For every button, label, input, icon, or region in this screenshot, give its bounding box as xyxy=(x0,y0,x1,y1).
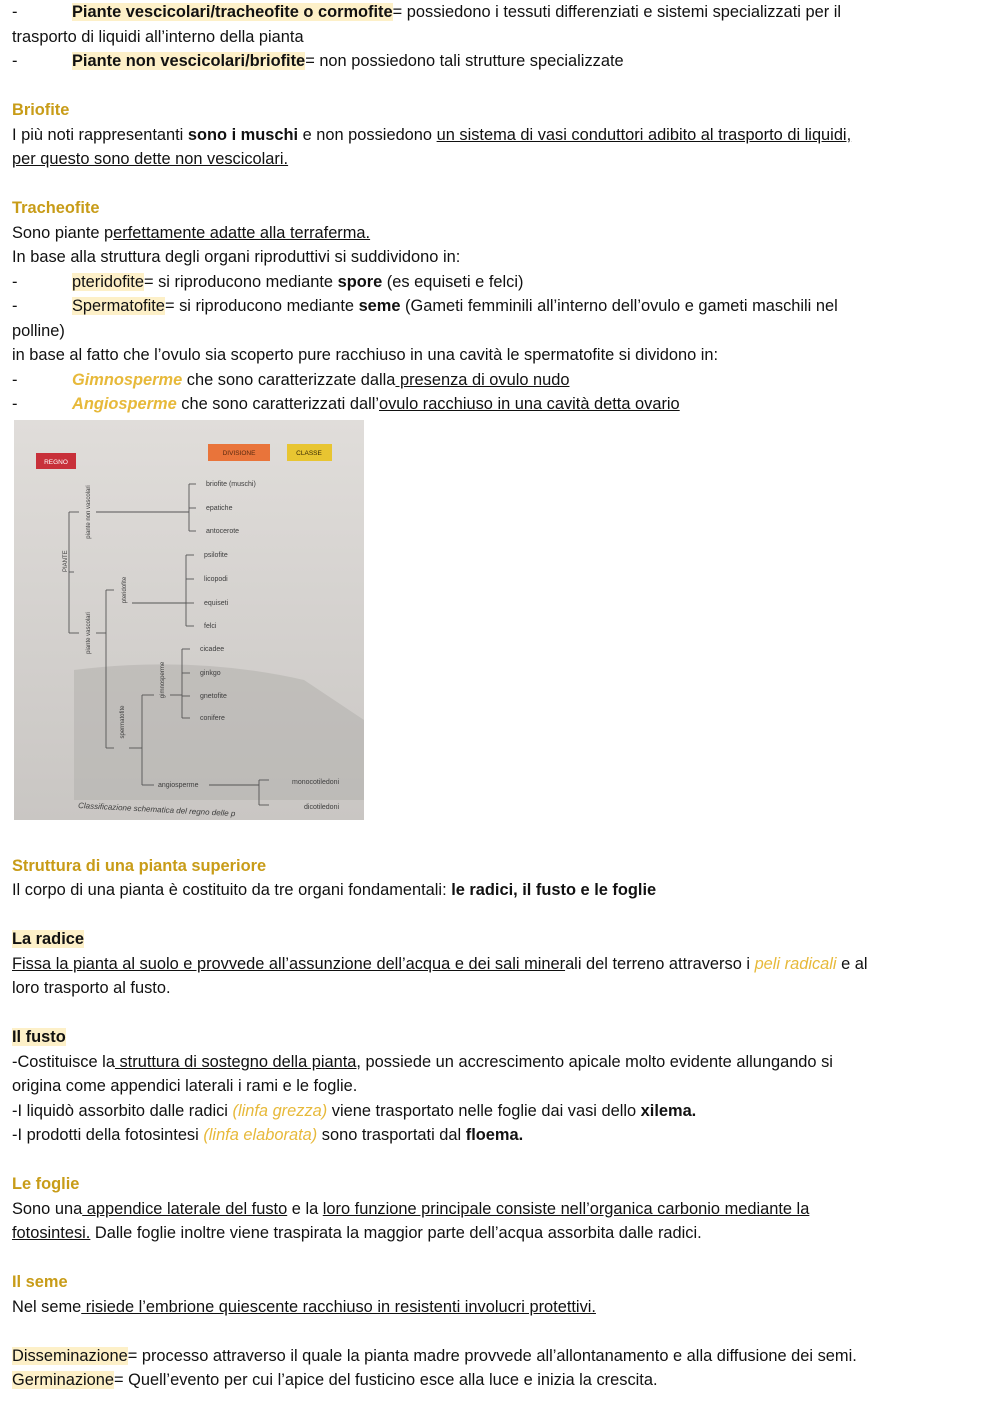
svg-text:CLASSE: CLASSE xyxy=(296,449,322,457)
briofite-paragraph: I più noti rappresentanti sono i muschi e non possiedono un sistema di vasi conduttori adibito al trasporto di liquidi, xyxy=(12,125,852,144)
svg-text:dicotiledoni: dicotiledoni xyxy=(304,803,340,811)
fusto-line-1: -Costituisce la struttura di sostegno della pianta, possiede un accrescimento apicale molto evidente allungando si xyxy=(12,1052,833,1071)
svg-text:monocotiledoni: monocotiledoni xyxy=(292,778,340,786)
svg-text:piante non vascolari: piante non vascolari xyxy=(86,484,92,539)
list-item-pteridofite: - pteridofite= si riproducono mediante spore (es equiseti e felci) xyxy=(12,272,524,291)
briofite-paragraph-cont: per questo sono dette non vescicolari. xyxy=(12,150,289,168)
leaf-label: epatiche xyxy=(206,504,233,512)
term-germinazione: Germinazione xyxy=(12,1371,115,1389)
figure-caption: Classificazione schematica del regno delle p xyxy=(77,800,236,818)
tracheofite-line-1: Sono piante perfettamente adatte alla terraferma. xyxy=(12,223,371,242)
term-non-vascolari: Piante non vescicolari/briofite xyxy=(72,52,306,70)
leaf-label: psilofite xyxy=(204,551,228,559)
list-item-vascolari: - Piante vescicolari/tracheofite o cormofite= possiedono i tessuti differenziati e sistemi specializzati per il xyxy=(12,3,842,21)
leaf-label: gnetofite xyxy=(200,692,227,700)
svg-text:DIVISIONE: DIVISIONE xyxy=(222,449,256,457)
term-vascolari: Piante vescicolari/tracheofite o cormofite xyxy=(72,3,393,21)
fusto-line-2: origina come appendici laterali i rami e le foglie. xyxy=(12,1077,358,1095)
heading-tracheofite: Tracheofite xyxy=(12,199,100,217)
leaf-label: cicadee xyxy=(200,645,225,653)
leaf-label: licopodi xyxy=(204,575,228,583)
leaf-label: antocerote xyxy=(206,527,240,535)
fusto-line-3: -I liquidò assorbito dalle radici (linfa grezza) viene trasportato nelle foglie dai vasi dello xilema. xyxy=(12,1101,697,1120)
leaf-label: briofite (muschi) xyxy=(206,480,256,488)
list-item-non-vascolari: - Piante non vescicolari/briofite= non possiedono tali strutture specializzate xyxy=(12,52,624,70)
svg-text:piante vascolari: piante vascolari xyxy=(86,611,92,654)
svg-text:angiosperme: angiosperme xyxy=(158,781,199,789)
term-gimnosperme: Gimnosperme xyxy=(72,370,183,389)
list-item-spermatofite: - Spermatofite= si riproducono mediante seme (Gameti femminili all’interno dell’ovulo e gameti maschili nel xyxy=(12,297,838,315)
heading-briofite: Briofite xyxy=(12,101,70,119)
svg-text:PIANTE: PIANTE xyxy=(63,549,69,572)
svg-text:spermatofite: spermatofite xyxy=(120,704,126,739)
svg-text:gimnosperme: gimnosperme xyxy=(160,661,166,698)
def-germinazione: Germinazione= Quell’evento per cui l’apice del fusticino esce alla luce e inizia la crescita. xyxy=(12,1371,658,1389)
svg-text:pteridofite: pteridofite xyxy=(122,576,128,603)
radice-line-2: loro trasporto al fusto. xyxy=(12,979,171,997)
leaf-label: felci xyxy=(204,622,217,630)
list-item-angiosperme: - Angiosperme che sono caratterizzati dall’ovulo racchiuso in una cavità detta ovario xyxy=(12,395,680,413)
foglie-line-1: Sono una appendice laterale del fusto e la loro funzione principale consiste nell’organica carbonio mediante la xyxy=(12,1199,810,1218)
heading-seme: Il seme xyxy=(12,1273,68,1291)
leaf-label: equiseti xyxy=(204,599,229,607)
list-item-gimnosperme: - Gimnosperme che sono caratterizzate dalla presenza di ovulo nudo xyxy=(12,370,570,389)
classification-figure xyxy=(14,420,364,820)
heading-fusto: Il fusto xyxy=(12,1028,66,1046)
term-pteridofite: pteridofite xyxy=(72,272,144,291)
struttura-line: Il corpo di una pianta è costituito da tre organi fondamentali: le radici, il fusto e le foglie xyxy=(12,881,657,899)
tracheofite-line-2: In base alla struttura degli organi riproduttivi si suddividono in: xyxy=(12,248,461,266)
tracheofite-line-3: in base al fatto che l’ovulo sia scoperto pure racchiuso in una cavità le spermatofite si dividono in: xyxy=(12,346,719,364)
foglie-line-2: fotosintesi. Dalle foglie inoltre viene traspirata la maggior parte dell’acqua assorbita dalle radici. xyxy=(12,1224,702,1242)
radice-line-1: Fissa la pianta al suolo e provvede all’assunzione dell’acqua e dei sali minerali del terreno attraverso i peli radicali e al xyxy=(12,954,868,973)
svg-text:REGNO: REGNO xyxy=(44,458,68,466)
seme-line: Nel seme risiede l’embrione quiescente racchiuso in resistenti involucri protettivi. xyxy=(12,1297,596,1316)
classification-tree-diagram xyxy=(14,420,364,820)
term-angiosperme: Angiosperme xyxy=(72,395,177,413)
list-item-vascolari-cont: trasporto di liquidi all’interno della pianta xyxy=(12,27,304,46)
list-item-spermatofite-cont: polline) xyxy=(12,321,65,340)
def-disseminazione: Disseminazione= processo attraverso il quale la pianta madre provvede all’allontanamento e alla diffusione dei semi. xyxy=(12,1346,857,1365)
leaf-label: ginkgo xyxy=(200,669,221,677)
term-spermatofite: Spermatofite xyxy=(72,297,165,315)
heading-struttura: Struttura di una pianta superiore xyxy=(12,856,267,875)
heading-foglie: Le foglie xyxy=(12,1175,80,1193)
heading-radice: La radice xyxy=(12,930,84,948)
leaf-label: conifere xyxy=(200,714,225,722)
term-disseminazione: Disseminazione xyxy=(12,1346,128,1365)
fusto-line-4: -I prodotti della fotosintesi (linfa elaborata) sono trasportati dal floema. xyxy=(12,1126,524,1144)
